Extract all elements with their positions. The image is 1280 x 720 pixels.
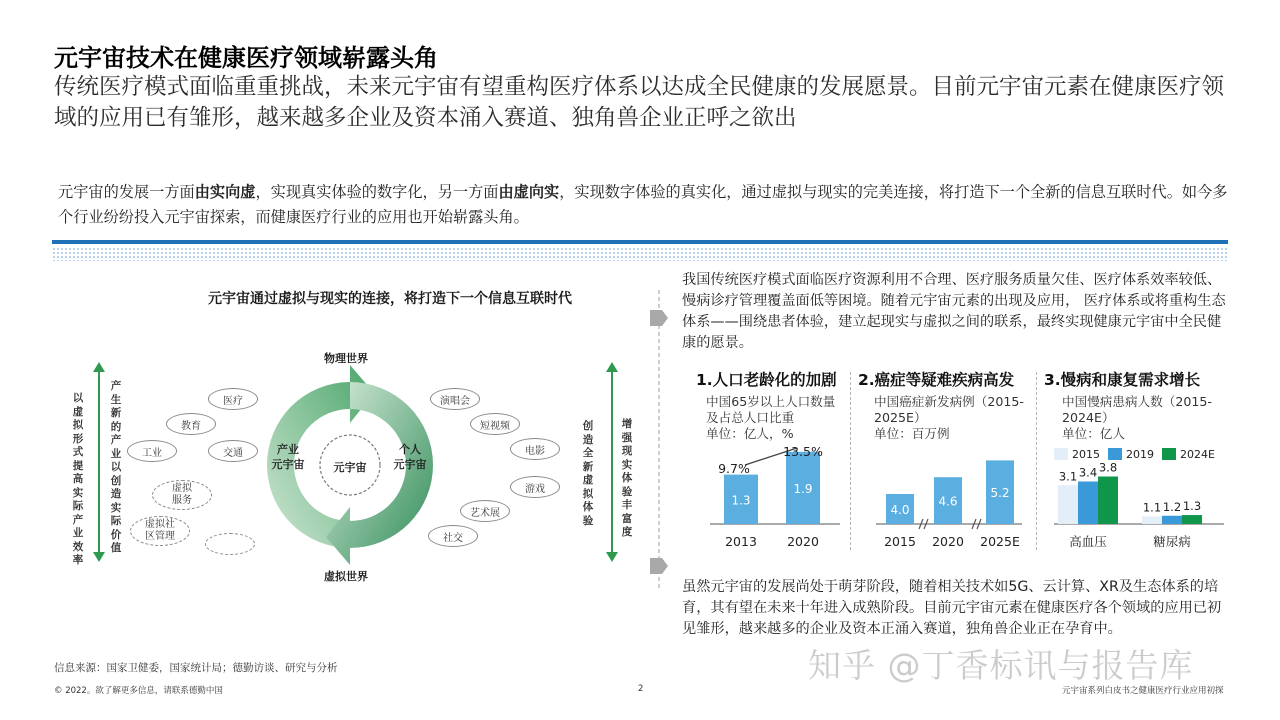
legend-swatch [1108, 448, 1122, 460]
page-number: 2 [638, 684, 644, 694]
bar-value-label: 4.6 [938, 494, 958, 509]
bar [1078, 482, 1098, 525]
virtual-world-label: 虚拟世界 [324, 570, 368, 583]
divider-line [52, 240, 1228, 244]
category-label: 2025E [980, 534, 1020, 549]
legend-swatch [1054, 448, 1068, 460]
bar-value-label: 1.9 [793, 481, 813, 496]
stat-title-cancer: 2.癌症等疑难疾病高发 [858, 371, 1015, 389]
bubble-concert: 演唱会 [430, 388, 480, 410]
stat-separator-1 [850, 372, 851, 550]
bubble-education: 教育 [166, 413, 216, 435]
source-note: 信息来源：国家卫健委，国家统计局；德勤访谈、研究与分析 [54, 662, 338, 674]
stat-sub-cancer: 中国癌症新发病例（2015-2025E） [874, 394, 1024, 425]
section-connector [648, 290, 670, 590]
left-axis-arrow [92, 362, 106, 562]
legend-label: 2019 [1126, 448, 1154, 461]
dotted-band [52, 247, 1228, 261]
stat-sub-aging: 中国65岁以上人口数量及占总人口比重 [706, 394, 836, 425]
bar-value-label: 1.1 [1142, 500, 1162, 515]
bar-value-label: 4.0 [890, 503, 910, 517]
category-label: 2020 [932, 534, 964, 549]
bubble-movie: 电影 [510, 438, 560, 460]
right-paragraph-2: 虽然元宇宙的发展尚处于萌芽阶段，随着相关技术如5G、云计算、XR及生态体系的培育，其有望在未来十年进入成熟阶段。目前元宇宙元素在健康医疗各个领域的应用已初见雏形，越来越多的企业及资本正涌入赛道，独角兽企业正在孕育中。 [682, 579, 1222, 637]
bar [1142, 516, 1162, 524]
bubble-virtual-community: 虚拟社 区管理 [130, 516, 190, 546]
intro-paragraph: 元宇宙的发展一方面由实向虚，实现真实体验的数字化，另一方面由虚向实，实现数字体验的真实化，通过虚拟与现实的完美连接，将打造下一个全新的信息互联时代。如今多个行业纷纷投入元宇宙探索，而健康医疗行业的应用也开始崭露头角。 [58, 183, 1228, 226]
bar-value-label: 1.2 [1162, 499, 1182, 514]
series-name: 元宇宙系列白皮书之健康医疗行业应用初探 [1062, 686, 1224, 696]
bar-value-label: 1.3 [1182, 499, 1202, 514]
bar [1182, 515, 1202, 524]
stat-sub-chronic: 中国慢病患病人数（2015-2024E） [1062, 394, 1212, 425]
category-label: 2013 [725, 534, 757, 549]
category-label: 2020 [787, 534, 819, 549]
chart-chronic [1050, 440, 1230, 555]
bubble-short-video: 短视频 [470, 413, 520, 435]
stat-unit-aging: 单位：亿人，% [706, 426, 794, 441]
bar-value-label: 3.4 [1078, 465, 1098, 480]
right-axis-label: 创造全新虚拟体验 [582, 420, 594, 527]
chart-cancer [872, 440, 1032, 555]
stat-title-chronic: 3.慢病和康复需求增长 [1044, 371, 1201, 389]
copyright: © 2022。欲了解更多信息，请联系德勤中国 [54, 686, 223, 696]
bubble-empty-dashed [205, 533, 255, 555]
bubble-industry: 工业 [127, 440, 177, 462]
bar-value-label: 3.8 [1098, 460, 1118, 475]
ratio-label: 13.5% [783, 444, 823, 459]
watermark: 知乎 @丁香标讯与报告库 [808, 646, 1194, 685]
bar [1162, 516, 1182, 524]
bar-value-label: 5.2 [990, 486, 1010, 501]
stat-unit-chronic: 单位：亿人 [1062, 426, 1125, 441]
metaverse-center-label: 元宇宙 [333, 461, 367, 474]
category-label: 糖尿病 [1153, 534, 1191, 549]
bar-value-label: 1.3 [731, 493, 751, 508]
category-label: 高血压 [1069, 534, 1107, 549]
bubble-art: 艺术展 [460, 500, 510, 522]
stat-unit-cancer: 单位：百万例 [874, 426, 950, 441]
right-axis-arrow [605, 362, 619, 562]
ratio-label: 9.7% [718, 461, 750, 476]
right-axis-label-2: 增强现实体验丰富度 [621, 418, 633, 538]
bubble-game: 游戏 [510, 476, 560, 498]
physical-world-label: 物理世界 [324, 352, 368, 365]
industry-metaverse-label: 产业 元宇宙 [271, 443, 305, 471]
chart-aging [706, 440, 846, 555]
bubble-social: 社交 [428, 525, 478, 547]
stat-separator-2 [1036, 372, 1037, 550]
bubble-medical: 医疗 [208, 388, 258, 410]
right-paragraph-1: 我国传统医疗模式面临医疗资源利用不合理、医疗服务质量欠佳、医疗体系效率较低、慢病诊疗管理覆盖面低等困境。随着元宇宙元素的出现及应用， 医疗体系或将重构生态体系——围绕患者体验，建立起现实与虚拟之间的联系，最终实现健康元宇宙中全民健康的愿景。 [682, 272, 1226, 351]
bar [1058, 485, 1078, 524]
stat-title-aging: 1.人口老龄化的加剧 [696, 371, 837, 389]
personal-metaverse-label: 个人 元宇宙 [393, 443, 427, 471]
page-title: 元宇宙技术在健康医疗领域崭露头角 [54, 44, 438, 72]
bubble-virtual-service: 虚拟 服务 [152, 480, 212, 510]
left-axis-label: 以虚拟形式提高实际产业效率 [72, 392, 84, 566]
bar-value-label: 3.1 [1058, 469, 1078, 484]
legend-label: 2015 [1072, 448, 1100, 461]
page-subtitle: 传统医疗模式面临重重挑战，未来元宇宙有望重构医疗体系以达成全民健康的发展愿景。目前元宇宙元素在健康医疗领域的应用已有雏形，越来越多企业及资本涌入赛道、独角兽企业正呼之欲出 [54, 74, 1225, 131]
bubble-transport: 交通 [208, 440, 258, 462]
legend-swatch [1162, 448, 1176, 460]
left-axis-label-2: 产生新的产业以创造实际价值 [110, 380, 122, 554]
diagram-title: 元宇宙通过虚拟与现实的连接，将打造下一个信息互联时代 [208, 291, 572, 307]
legend-label: 2024E [1180, 448, 1215, 461]
category-label: 2015 [884, 534, 916, 549]
bar [1098, 477, 1118, 525]
